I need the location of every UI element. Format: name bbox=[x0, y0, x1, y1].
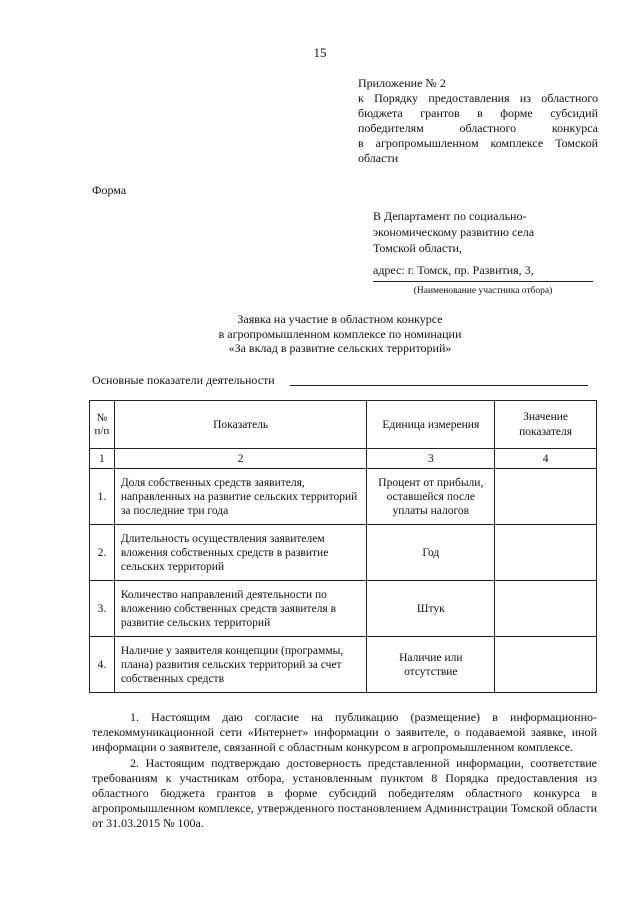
table-header-row bbox=[90, 401, 597, 449]
column-numbers-row bbox=[90, 449, 597, 469]
column-number: 3 bbox=[367, 449, 495, 469]
column-number: 2 bbox=[114, 449, 367, 469]
row-number: 1. bbox=[90, 469, 115, 525]
row-unit: Наличие или отсутствие bbox=[367, 637, 495, 693]
header-indicator: Показатель bbox=[114, 401, 367, 449]
table-row bbox=[90, 581, 597, 637]
header-value: Значение показателя bbox=[495, 401, 597, 449]
page-number: 15 bbox=[313, 45, 327, 60]
row-value-cell[interactable] bbox=[495, 525, 597, 581]
row-value-cell[interactable] bbox=[495, 637, 597, 693]
recipient-address bbox=[373, 208, 603, 278]
appendix-line: победителям областного конкурса bbox=[358, 121, 598, 135]
row-number: 2. bbox=[90, 525, 115, 581]
appendix-line: бюджета грантов в форме субсидий bbox=[358, 106, 598, 120]
header-num: № п/п bbox=[90, 401, 115, 449]
recipient-line: экономическому развитию села bbox=[373, 225, 535, 239]
row-indicator: Количество направлений деятельности по вложению собственных средств заявителя в развитие сельских территорий bbox=[114, 581, 367, 637]
title-line: Заявка на участие в областном конкурсе bbox=[237, 312, 443, 326]
title-line: в агропромышленном комплексе по номинации bbox=[218, 326, 462, 341]
column-number: 1 bbox=[90, 449, 115, 469]
title-line: «За вклад в развитие сельских территорий» bbox=[228, 341, 452, 355]
participant-name-line[interactable] bbox=[373, 281, 593, 282]
row-value-cell[interactable] bbox=[495, 469, 597, 525]
appendix-line: области bbox=[358, 151, 399, 165]
appendix-line: в агропромышленном комплексе Томской bbox=[358, 136, 598, 150]
row-number: 4. bbox=[90, 637, 115, 693]
consent-paragraph: 1. Настоящим даю согласие на публикацию (размещение) в информационно-телекоммуникационной сети «Интернет» информации о заявителе, о подаваемой заявке, иной информации о заявителе, связанной с областным конкурсом в агропромышленном комплексе. bbox=[92, 710, 597, 755]
appendix-line: Приложение № 2 bbox=[358, 76, 446, 90]
recipient-line: адрес: г. Томск, пр. Развития, 3, bbox=[373, 263, 534, 277]
column-number: 4 bbox=[495, 449, 597, 469]
table-row bbox=[90, 637, 597, 693]
consent-paragraphs bbox=[92, 710, 597, 832]
recipient-line: В Департамент по социально- bbox=[373, 209, 527, 223]
header-unit: Единица измерения bbox=[367, 401, 495, 449]
row-number: 3. bbox=[90, 581, 115, 637]
document-title bbox=[0, 312, 640, 356]
table-row bbox=[90, 525, 597, 581]
table-row bbox=[90, 469, 597, 525]
row-indicator: Длительность осуществления заявителем вложения собственных средств в развитие сельских территорий bbox=[114, 525, 367, 581]
row-unit: Процент от прибыли, оставшейся после уплаты налогов bbox=[367, 469, 495, 525]
row-indicator: Наличие у заявителя концепции (программы, плана) развития сельских территорий за счет собственных средств bbox=[114, 637, 367, 693]
indicators-table bbox=[89, 400, 597, 693]
form-label: Форма bbox=[92, 183, 127, 197]
participant-name-caption: (Наименование участника отбора) bbox=[413, 286, 553, 296]
indicators-label: Основные показатели деятельности bbox=[92, 373, 275, 387]
row-indicator: Доля собственных средств заявителя, направленных на развитие сельских территорий за последние три года bbox=[114, 469, 367, 525]
appendix-header bbox=[358, 76, 598, 166]
appendix-line: к Порядку предоставления из областного bbox=[358, 91, 598, 105]
row-unit: Год bbox=[367, 525, 495, 581]
row-unit: Штук bbox=[367, 581, 495, 637]
indicators-fill-line[interactable] bbox=[290, 385, 588, 386]
recipient-line: Томской области, bbox=[373, 241, 462, 255]
confirmation-paragraph: 2. Настоящим подтверждаю достоверность представленной информации, соответствие требованиям к участникам отбора, установленным пунктом 8 Порядка предоставления из областного бюджета грантов в форме субсидий победителям областного конкурса в агропромышленном комплексе, утвержденного постановлением Администрации Томской области от 31.03.2015 № 100а. bbox=[92, 755, 597, 831]
row-value-cell[interactable] bbox=[495, 581, 597, 637]
